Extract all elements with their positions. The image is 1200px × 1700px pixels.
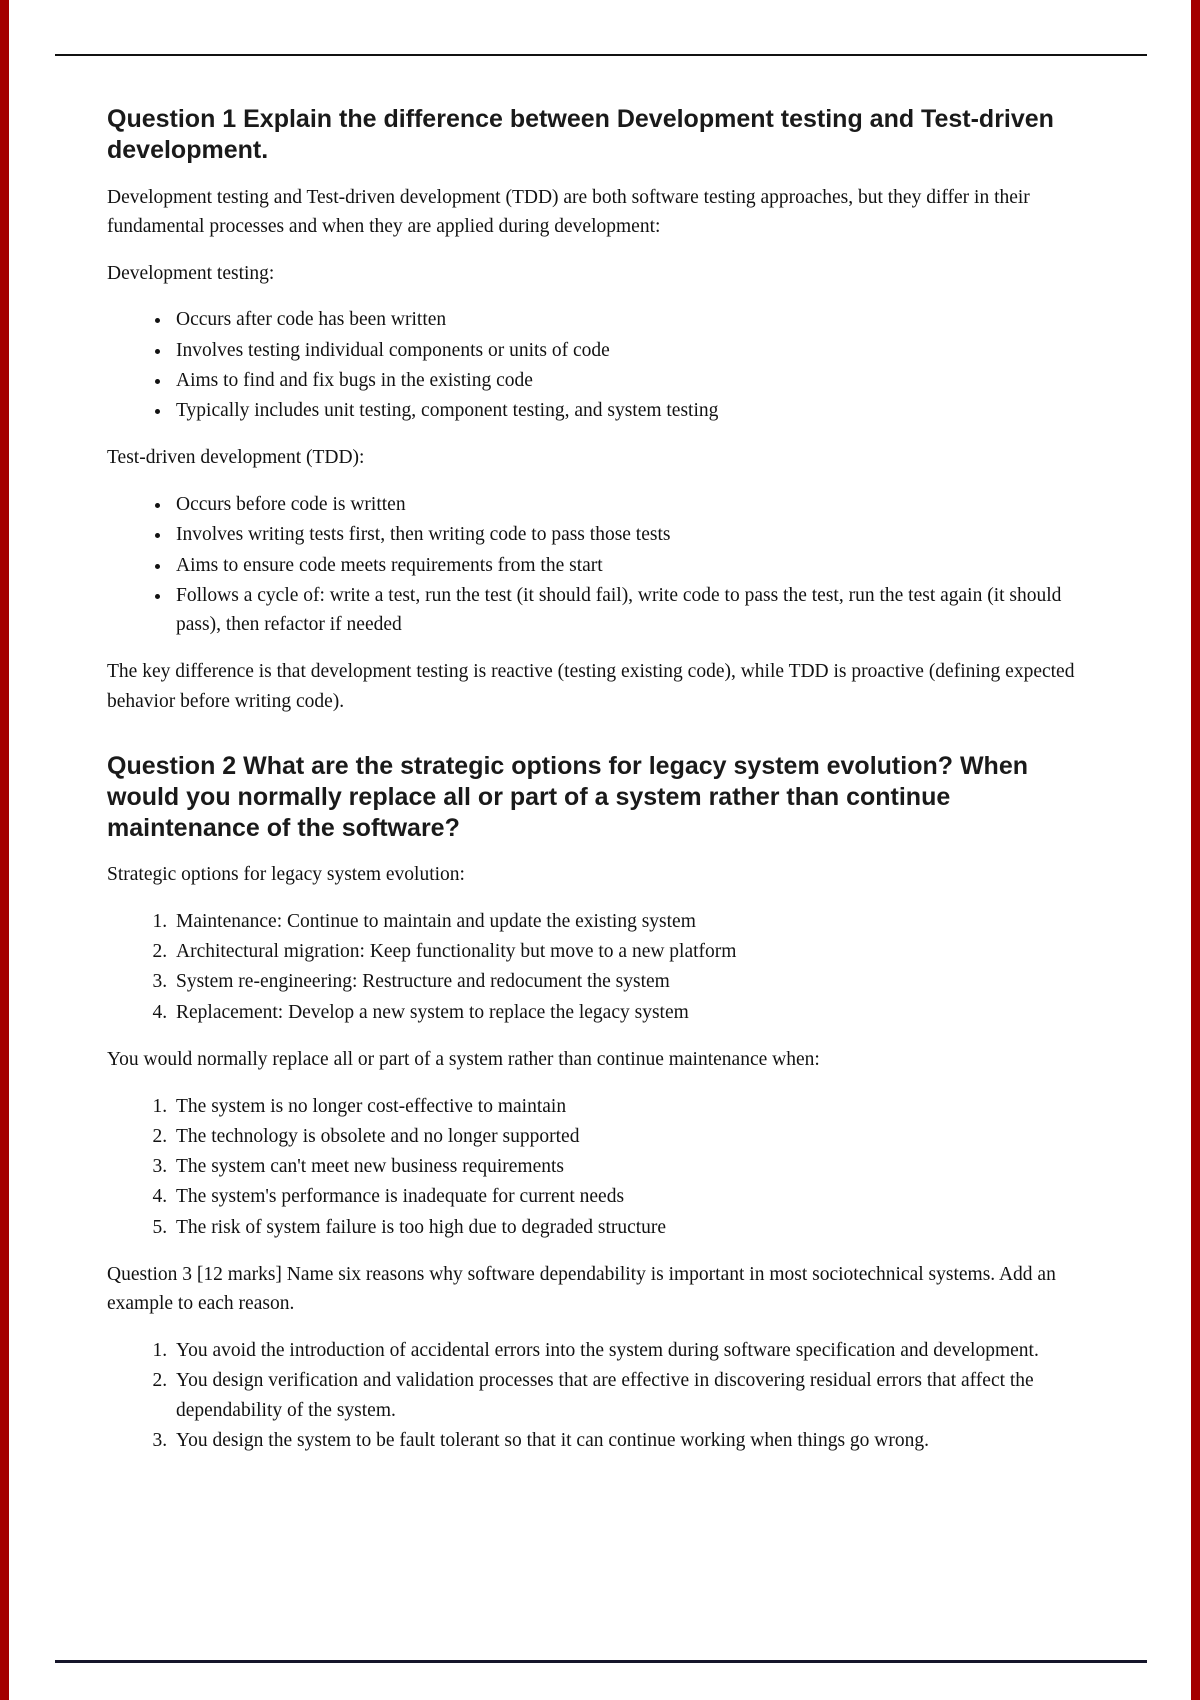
list-item: • Follows a cycle of: write a test, run the test (it should fail), write code to pass the test, run the test again (it should pass), then refactor if needed <box>172 581 1097 640</box>
question-2-heading: Question 2 What are the strategic options for legacy system evolution? When would you normally replace all or part of a system rather than continue maintenance of the software? <box>107 751 1028 842</box>
list-item: • Occurs before code is written <box>172 490 1097 519</box>
list-item: 4. Replacement: Develop a new system to replace the legacy system <box>172 998 1097 1027</box>
q2-replace-list <box>107 1092 1097 1242</box>
q1-tdd-label: Test-driven development (TDD): <box>107 447 365 469</box>
q2-options-list <box>107 907 1097 1027</box>
list-item: • Involves writing tests first, then writing code to pass those tests <box>172 520 1097 549</box>
list-item: 3. System re-engineering: Restructure and redocument the system <box>172 967 1097 996</box>
bottom-horizontal-rule <box>55 1660 1147 1663</box>
list-item: 2. Architectural migration: Keep functionality but move to a new platform <box>172 937 1097 966</box>
right-red-edge <box>1191 0 1200 1700</box>
list-item: • Aims to find and fix bugs in the existing code <box>172 366 1097 395</box>
list-item: 2. You design verification and validation processes that are effective in discovering residual errors that affect the dependability of the system. <box>172 1366 1097 1425</box>
list-item: • Occurs after code has been written <box>172 305 1097 334</box>
q1-dev-testing-list <box>107 305 1097 425</box>
q1-dev-testing-label: Development testing: <box>107 262 275 284</box>
list-item: 5. The risk of system failure is too high due to degraded structure <box>172 1213 1097 1242</box>
q1-tdd-list <box>107 490 1097 639</box>
list-item: 2. The technology is obsolete and no longer supported <box>172 1122 1097 1151</box>
list-item: 1. You avoid the introduction of accidental errors into the system during software specification and development. <box>172 1336 1097 1365</box>
list-item: 4. The system's performance is inadequate for current needs <box>172 1182 1097 1211</box>
q1-conclusion-paragraph: The key difference is that development testing is reactive (testing existing code), while TDD is proactive (defining expected behavior before writing code). <box>107 661 1075 712</box>
list-item: • Aims to ensure code meets requirements from the start <box>172 551 1097 580</box>
list-item: • Typically includes unit testing, component testing, and system testing <box>172 396 1097 425</box>
question-1-heading: Question 1 Explain the difference between Development testing and Test-driven development. <box>107 105 1054 165</box>
q1-intro-paragraph: Development testing and Test-driven development (TDD) are both software testing approaches, but they differ in their fundamental processes and when they are applied during development: <box>107 186 1030 238</box>
list-item: 3. You design the system to be fault tolerant so that it can continue working when things go wrong. <box>172 1426 1097 1455</box>
q2-intro-paragraph: Strategic options for legacy system evolution: <box>107 864 465 886</box>
top-horizontal-rule <box>55 54 1147 56</box>
q2-replace-intro-paragraph: You would normally replace all or part of a system rather than continue maintenance when: <box>107 1048 820 1070</box>
question-3-intro-paragraph: Question 3 [12 marks] Name six reasons why software dependability is important in most sociotechnical systems. Add an example to each reason. <box>107 1263 1056 1315</box>
list-item: 1. Maintenance: Continue to maintain and update the existing system <box>172 907 1097 936</box>
list-item: 3. The system can't meet new business requirements <box>172 1152 1097 1181</box>
page-content <box>107 104 1097 1473</box>
left-red-edge <box>0 0 9 1700</box>
list-item: • Involves testing individual components or units of code <box>172 336 1097 365</box>
q3-reasons-list <box>107 1336 1097 1455</box>
list-item: 1. The system is no longer cost-effective to maintain <box>172 1092 1097 1121</box>
